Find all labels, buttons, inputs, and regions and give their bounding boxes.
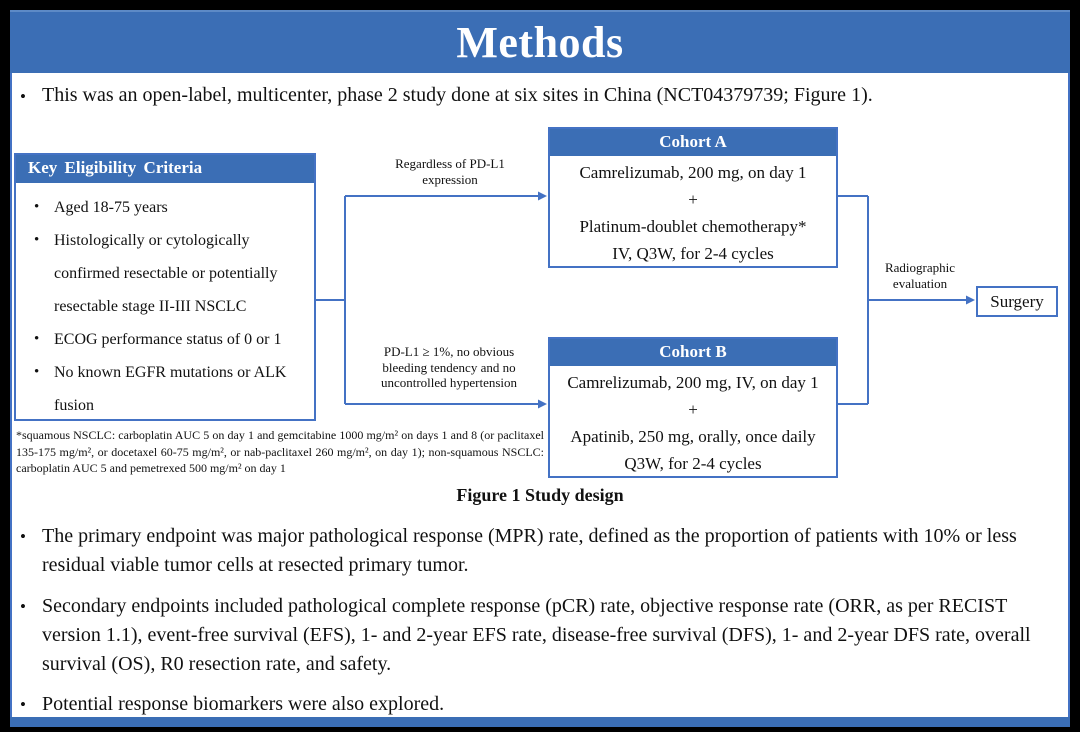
cohort-a-body: [550, 156, 836, 267]
primary-endpoint-text: The primary endpoint was major pathological response (MPR) rate, defined as the proportion of patients with 10% or less residual viable tumor cells at resected primary tumor.: [42, 525, 1017, 576]
eligibility-item: • Aged 18-75 years: [30, 191, 312, 224]
figure-footnote: *squamous NSCLC: carboplatin AUC 5 on day 1 and gemcitabine 1000 mg/m² on days 1 and 8 (or paclitaxel 135-175 mg/m², or docetaxel 60-75 mg/m², or nab-paclitaxel 260 mg/m², on day 1); non-squamous NSCLC: carboplatin AUC 5 and pemetrexed 500 mg/m² on day 1: [16, 428, 544, 475]
branch-label-bottom: PD-L1 ≥ 1%, no obvious bleeding tendency and no uncontrolled hypertension: [380, 344, 518, 390]
page-title: Methods: [456, 18, 624, 67]
cohort-b-line: +: [688, 400, 698, 419]
cohort-a-box: [548, 127, 838, 268]
cohort-b-box: [548, 337, 838, 478]
eligibility-item: • Histologically or cytologically confirmed resectable or potentially resectable stage II-III NSCLC: [30, 224, 312, 323]
bullet-marker: •: [20, 527, 26, 546]
cohort-b-line: Camrelizumab, 200 mg, IV, on day 1: [567, 373, 819, 392]
cohort-a-title: Cohort A: [550, 129, 836, 156]
eligibility-box: [14, 153, 316, 421]
intro-bullet-text: This was an open-label, multicenter, phase 2 study done at six sites in China (NCT04379739; Figure 1).: [42, 84, 873, 106]
bullet-marker: •: [20, 695, 26, 714]
cohort-b-body: [550, 366, 836, 477]
figure-caption: Figure 1 Study design: [456, 485, 624, 505]
bullet-marker: •: [20, 87, 26, 106]
eligibility-item: • No known EGFR mutations or ALK fusion: [30, 356, 312, 422]
cohort-b-line: Apatinib, 250 mg, orally, once daily: [570, 427, 816, 446]
title-band: [10, 10, 1070, 73]
secondary-endpoints-bullet: [20, 592, 1054, 679]
branch-label-top: Regardless of PD-L1 expression: [395, 156, 505, 187]
biomarkers-bullet: [20, 690, 1054, 719]
secondary-endpoints-text: Secondary endpoints included pathological complete response (pCR) rate, objective response rate (ORR, as per RECIST version 1.1), event-free survival (EFS), 1- and 2-year EFS rate, disease-free survival (DFS), 1- and 2-year DFS rate, overall survival (OS), R0 resection rate, and safety.: [42, 595, 1031, 675]
cohort-a-line: IV, Q3W, for 2-4 cycles: [612, 244, 774, 263]
footer-band: [10, 717, 1070, 727]
intro-bullet: [20, 82, 1062, 111]
primary-endpoint-bullet: [20, 522, 1054, 580]
bullet-marker: •: [20, 597, 26, 616]
cohort-b-line: Q3W, for 2-4 cycles: [624, 454, 762, 473]
radiographic-evaluation-label: Radiographic evaluation: [884, 260, 956, 291]
cohort-a-line: Platinum-doublet chemotherapy*: [579, 217, 807, 236]
cohort-b-title: Cohort B: [550, 339, 836, 366]
eligibility-item: • ECOG performance status of 0 or 1: [30, 323, 312, 356]
eligibility-list: [16, 183, 314, 422]
cohort-a-line: Camrelizumab, 200 mg, on day 1: [579, 163, 807, 182]
cohort-a-line: +: [688, 190, 698, 209]
biomarkers-text: Potential response biomarkers were also explored.: [42, 693, 445, 715]
eligibility-box-title: Key Eligibility Criteria: [16, 155, 314, 183]
surgery-box: Surgery: [976, 286, 1058, 317]
